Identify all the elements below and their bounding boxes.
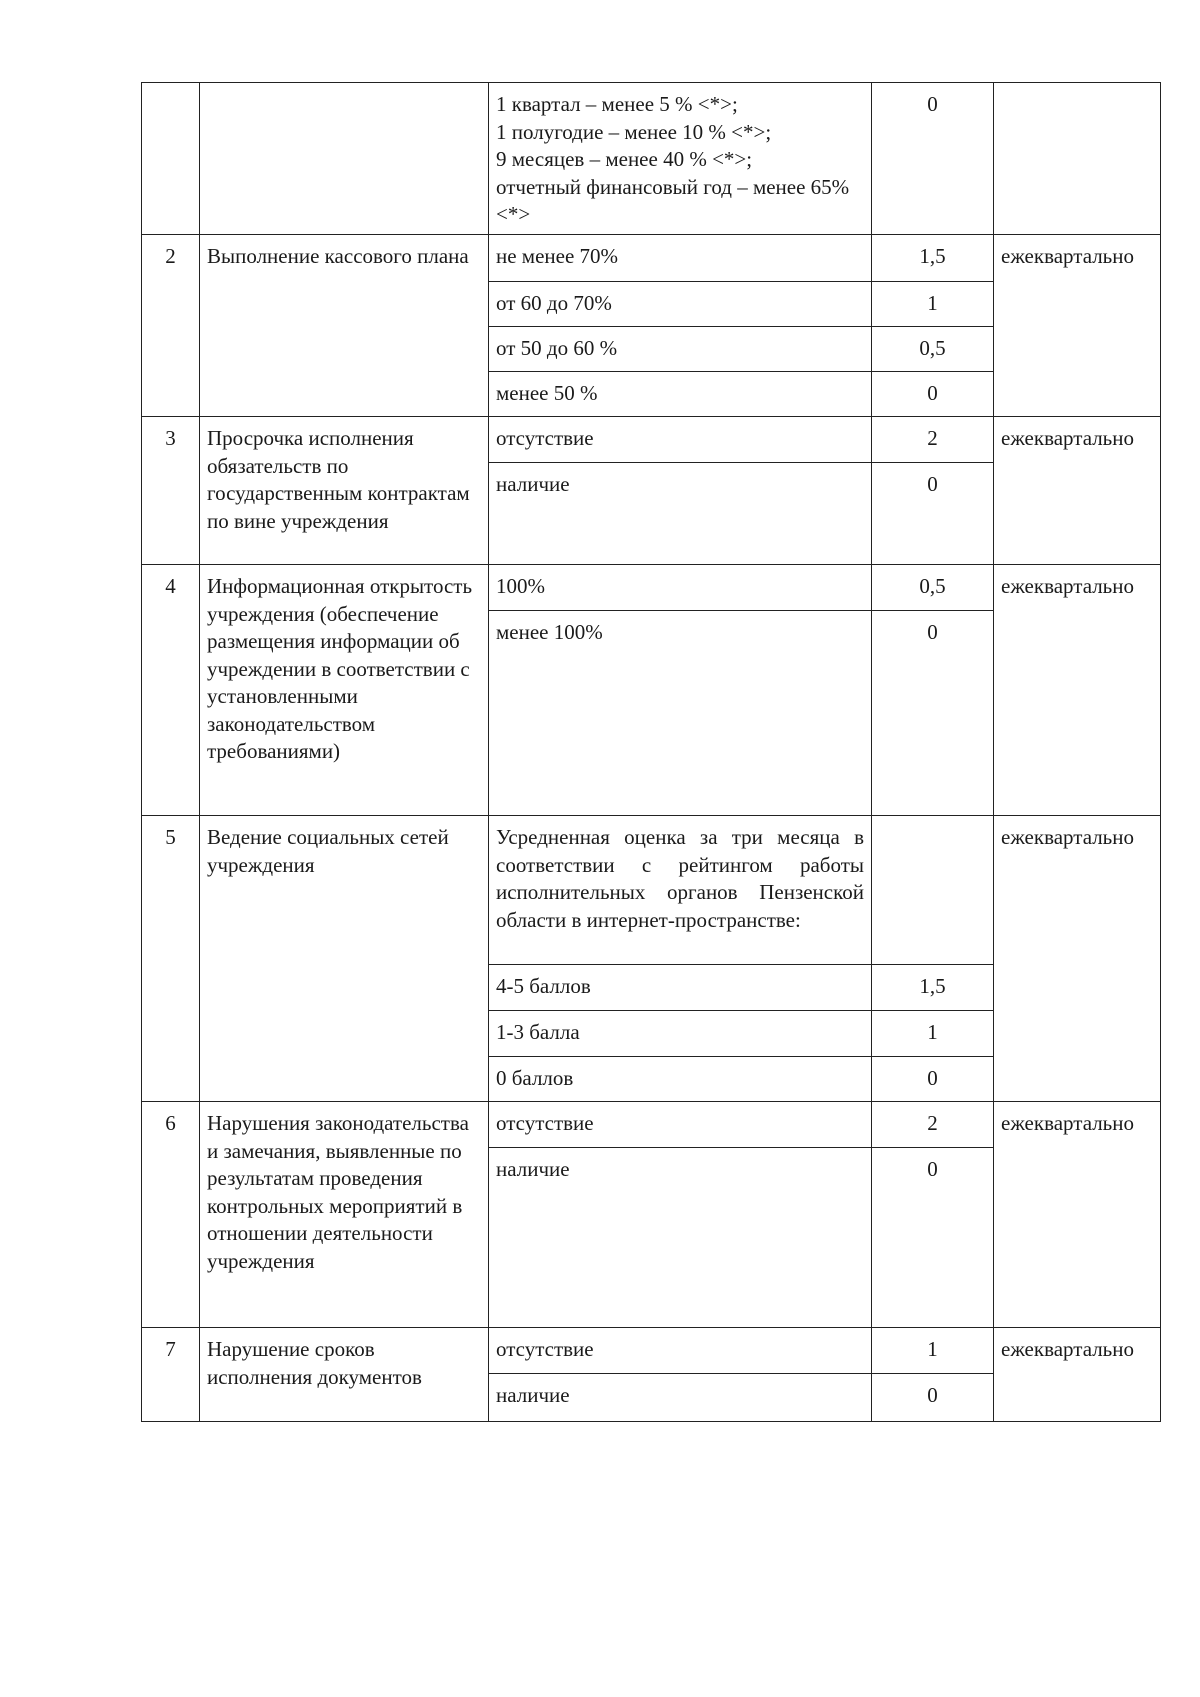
period-cell: ежеквартально bbox=[994, 1328, 1161, 1422]
period-cell: ежеквартально bbox=[994, 235, 1161, 417]
table-row bbox=[142, 565, 1161, 611]
table-row bbox=[142, 235, 1161, 282]
row-number: 7 bbox=[142, 1328, 200, 1422]
table-row bbox=[142, 1328, 1161, 1374]
row-number: 5 bbox=[142, 816, 200, 1102]
points-cell: 0 bbox=[872, 1057, 994, 1102]
criterion-cell: отсутствие bbox=[489, 1102, 872, 1148]
indicator-name: Нарушение сроков исполнения документов bbox=[200, 1328, 489, 1422]
points-cell: 1 bbox=[872, 282, 994, 327]
period-cell: ежеквартально bbox=[994, 1102, 1161, 1328]
table-row bbox=[142, 1102, 1161, 1148]
criteria-table-body bbox=[142, 83, 1161, 1422]
points-cell bbox=[872, 816, 994, 965]
criterion-cell: 100% bbox=[489, 565, 872, 611]
row-number: 6 bbox=[142, 1102, 200, 1328]
indicator-name bbox=[200, 83, 489, 235]
points-cell: 0 bbox=[872, 611, 994, 816]
period-cell: ежеквартально bbox=[994, 565, 1161, 816]
table-row bbox=[142, 83, 1161, 235]
points-cell: 0 bbox=[872, 1148, 994, 1328]
row-number bbox=[142, 83, 200, 235]
criterion-cell: 0 баллов bbox=[489, 1057, 872, 1102]
indicator-name: Ведение социальных сетей учреждения bbox=[200, 816, 489, 1102]
criterion-cell: наличие bbox=[489, 1374, 872, 1422]
criterion-cell: 1 квартал – менее 5 % <*>; 1 полугодие – менее 10 % <*>; 9 месяцев – менее 40 % <*>; отчетный финансовый год – менее 65% <*> bbox=[489, 83, 872, 235]
points-cell: 1 bbox=[872, 1011, 994, 1057]
criterion-cell: наличие bbox=[489, 463, 872, 565]
points-cell: 0 bbox=[872, 463, 994, 565]
points-cell: 2 bbox=[872, 1102, 994, 1148]
period-cell: ежеквартально bbox=[994, 417, 1161, 565]
criterion-cell: 4-5 баллов bbox=[489, 965, 872, 1011]
points-cell: 1,5 bbox=[872, 965, 994, 1011]
criterion-cell: от 60 до 70% bbox=[489, 282, 872, 327]
row-number: 2 bbox=[142, 235, 200, 417]
criterion-cell: 1-3 балла bbox=[489, 1011, 872, 1057]
row-number: 4 bbox=[142, 565, 200, 816]
points-cell: 0 bbox=[872, 372, 994, 417]
criterion-cell: отсутствие bbox=[489, 1328, 872, 1374]
row-number: 3 bbox=[142, 417, 200, 565]
criteria-table bbox=[141, 82, 1161, 1422]
criterion-cell: от 50 до 60 % bbox=[489, 327, 872, 372]
criterion-cell: менее 100% bbox=[489, 611, 872, 816]
period-cell: ежеквартально bbox=[994, 816, 1161, 1102]
indicator-name: Нарушения законодательства и замечания, выявленные по результатам проведения контрольных мероприятий в отношении деятельности учреждения bbox=[200, 1102, 489, 1328]
criterion-cell: отсутствие bbox=[489, 417, 872, 463]
points-cell: 0 bbox=[872, 1374, 994, 1422]
criterion-cell: Усредненная оценка за три месяца в соответствии с рейтингом работы исполнительных органов Пензенской области в интернет-пространстве: bbox=[489, 816, 872, 965]
indicator-name: Информационная открытость учреждения (обеспечение размещения информации об учреждении в соответствии с установленными законодательством требованиями) bbox=[200, 565, 489, 816]
table-row bbox=[142, 816, 1161, 965]
indicator-name: Просрочка исполнения обязательств по государственным контрактам по вине учреждения bbox=[200, 417, 489, 565]
table-row bbox=[142, 417, 1161, 463]
indicator-name: Выполнение кассового плана bbox=[200, 235, 489, 417]
criterion-cell: не менее 70% bbox=[489, 235, 872, 282]
points-cell: 0,5 bbox=[872, 565, 994, 611]
period-cell bbox=[994, 83, 1161, 235]
points-cell: 1 bbox=[872, 1328, 994, 1374]
points-cell: 2 bbox=[872, 417, 994, 463]
criterion-cell: менее 50 % bbox=[489, 372, 872, 417]
criterion-cell: наличие bbox=[489, 1148, 872, 1328]
points-cell: 0,5 bbox=[872, 327, 994, 372]
points-cell: 1,5 bbox=[872, 235, 994, 282]
points-cell: 0 bbox=[872, 83, 994, 235]
